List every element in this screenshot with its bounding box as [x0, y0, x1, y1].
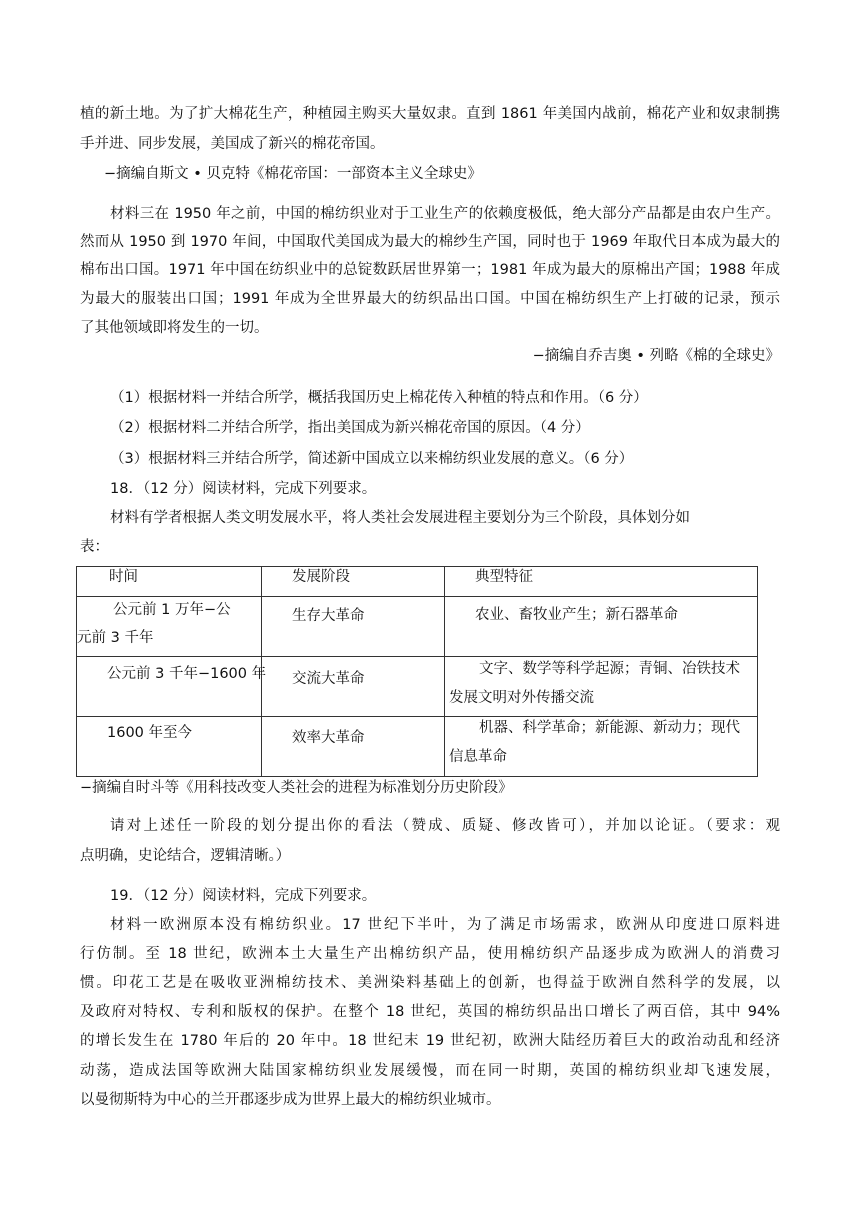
- row3-feature-line-2: 信息革命: [449, 749, 507, 765]
- material-3-line-5: 了其他领域即将发生的一切。: [80, 320, 269, 336]
- header-feature: 典型特征: [475, 569, 533, 585]
- table-row: [77, 717, 758, 777]
- table-source: −摘编自时斗等《用科技改变人类社会的进程为标准划分历史阶段》: [80, 780, 513, 796]
- row1-time-line-2: 元前 3 千年: [77, 630, 154, 646]
- q19-material-line-3: 惯。印花工艺是在吸收亚洲棉纺技术、美洲染料基础上的创新，也得益于欧洲自然科学的发展，以: [80, 975, 780, 991]
- q19-material-line-5: 的增长发生在 1780 年后的 20 年中。18 世纪末 19 世纪初，欧洲大陆经历着巨大的政治动乱和经济: [80, 1033, 780, 1049]
- row1-time-line-1: 公元前 1 万年−公: [113, 602, 231, 618]
- q19-material-line-6: 动荡，造成法国等欧洲大陆国家棉纺织业发展缓慢，而在同一时期，英国的棉纺织业却飞速发展，: [80, 1063, 780, 1079]
- q19-material-line-7: 以曼彻斯特为中心的兰开郡逐步成为世界上最大的棉纺织业城市。: [80, 1092, 501, 1108]
- row1-stage: 生存大革命: [292, 608, 365, 624]
- row2-feature-line-2: 发展文明对外传播交流: [449, 690, 594, 706]
- material-3-line-4: 为最大的服装出口国；1991 年成为全世界最大的纺织品出口国。中国在棉纺织生产上打破的记录，预示: [80, 291, 780, 307]
- header-time: 时间: [109, 569, 138, 585]
- table-header-row: [77, 567, 758, 597]
- q17-part-1: （1）根据材料一并结合所学，概括我国历史上棉花传入种植的特点和作用。（6 分）: [110, 390, 648, 406]
- stage-table: [76, 566, 758, 777]
- material-3-source: −摘编自乔吉奥 • 列略《棉的全球史》: [532, 348, 780, 364]
- table-row: [77, 657, 758, 717]
- q18-requirement-line-2: 点明确，史论结合，逻辑清晰。）: [80, 848, 291, 864]
- material-2-source: −摘编自斯文 • 贝克特《棉花帝国：一部资本主义全球史》: [104, 166, 482, 182]
- material-2-line-1: 植的新土地。为了扩大棉花生产，种植园主购买大量奴隶。直到 1861 年美国内战前，棉花产业和奴隶制携: [80, 106, 780, 122]
- row3-time: 1600 年至今: [107, 725, 193, 741]
- q18-intro-line-1: 材料有学者根据人类文明发展水平，将人类社会发展进程主要划分为三个阶段，具体划分如: [110, 510, 690, 526]
- row3-stage: 效率大革命: [292, 730, 365, 746]
- q17-part-3: （3）根据材料三并结合所学，简述新中国成立以来棉纺织业发展的意义。（6 分）: [110, 451, 634, 467]
- q19-material-line-1: 材料一欧洲原本没有棉纺织业。17 世纪下半叶，为了满足市场需求，欧洲从印度进口原料进: [110, 917, 780, 933]
- q19-material-line-2: 行仿制。至 18 世纪，欧洲本土大量生产出棉纺织产品，使用棉纺织产品逐步成为欧洲人的消费习: [80, 946, 780, 962]
- material-2-line-2: 手并进、同步发展，美国成了新兴的棉花帝国。: [80, 136, 385, 152]
- q18-intro-line-2: 表：: [80, 539, 109, 555]
- row2-time: 公元前 3 千年−1600 年: [107, 666, 267, 682]
- material-3-line-1: 材料三在 1950 年之前，中国的棉纺织业对于工业生产的依赖度极低，绝大部分产品都是由农户生产。: [110, 206, 780, 222]
- header-stage: 发展阶段: [292, 569, 350, 585]
- material-3-line-3: 棉布出口国。1971 年中国在纺织业中的总锭数跃居世界第一；1981 年成为最大的原棉出产国；1988 年成: [80, 262, 780, 278]
- table-row: [77, 597, 758, 657]
- material-3-line-2: 然而从 1950 到 1970 年间，中国取代美国成为最大的棉纱生产国，同时也于 1969 年取代日本成为最大的: [80, 234, 780, 250]
- q18-requirement-line-1: 请对上述任一阶段的划分提出你的看法（赞成、质疑、修改皆可），并加以论证。（要求：观: [110, 818, 780, 834]
- q19-material-line-4: 及政府对特权、专利和版权的保护。在整个 18 世纪，英国的棉纺织品出口增长了两百倍，其中 94%: [80, 1004, 780, 1020]
- row1-feature-line-1: 农业、畜牧业产生；新石器革命: [475, 607, 678, 623]
- row2-feature-line-1: 文字、数学等科学起源；青铜、冶铁技术: [479, 661, 740, 677]
- row3-feature-line-1: 机器、科学革命；新能源、新动力；现代: [479, 720, 740, 736]
- q18-heading: 18．（12 分）阅读材料，完成下列要求。: [110, 481, 377, 497]
- q19-heading: 19．（12 分）阅读材料，完成下列要求。: [110, 888, 377, 904]
- row2-stage: 交流大革命: [292, 671, 365, 687]
- q17-part-2: （2）根据材料二并结合所学，指出美国成为新兴棉花帝国的原因。（4 分）: [110, 420, 590, 436]
